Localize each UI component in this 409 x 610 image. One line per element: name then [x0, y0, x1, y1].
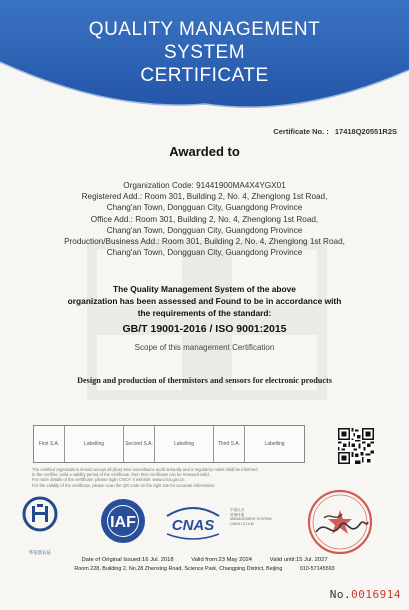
organization-code: Organization Code: 91441900MA4X4YGX01: [123, 181, 286, 190]
header-banner: [0, 0, 409, 112]
cnas-caption-line: CNAS C174-M: [230, 521, 254, 526]
statement-line-1: The Quality Management System of the above: [113, 284, 296, 294]
labelling-name: Second S.A.: [124, 426, 155, 462]
labelling-box: Labelling: [264, 441, 285, 447]
registered-address-1: Registered Add.: Room 301, Building 2, No. 4, Zhenglong 1st Road,: [81, 192, 328, 202]
serial-value: 0016914: [351, 588, 401, 601]
issuer-address-text: Room 228, Building 2, No.28 Zhenxing Road, Science Park, Changping District, Beijing: [74, 566, 283, 572]
production-address-2: Chang'an Town, Dongguan City, Guangdong Province: [106, 248, 303, 258]
fine-print-line: For more details of the certificate, please login CNCA' s website: www.cnca.gov.cn: [32, 477, 185, 483]
statement-line-3: the requirements of the standard:: [137, 308, 272, 318]
title-line-1: QUALITY MANAGEMENT: [88, 19, 321, 40]
fine-print-line: For the validity of the certificate, please scan the QR code on the right site for accurate information.: [32, 482, 216, 488]
certificate-number-value: 17418Q20551R2S: [334, 127, 397, 136]
serial-number: [330, 588, 401, 601]
certifier-logo-icon: [22, 496, 58, 548]
cnas-caption-line: 管理体系: [230, 512, 245, 517]
labelling-group-first: [34, 426, 124, 462]
validity-dates: [0, 557, 409, 563]
title-line-2: SYSTEM: [163, 42, 246, 63]
standard-name: GB/T 19001-2016 / ISO 9001:2015: [122, 323, 287, 335]
fine-print: [32, 467, 384, 488]
labelling-box: Labelling: [155, 426, 214, 462]
certifier-logo-caption: 华信创认证: [28, 550, 52, 555]
certificate-title: [0, 18, 409, 87]
valid-until-date: Valid until:15 Jul. 2027: [269, 557, 328, 563]
qr-code-icon[interactable]: [338, 428, 374, 464]
issuer-phone: 010-57145593: [299, 566, 335, 572]
office-address-2: Chang'an Town, Dongguan City, Guangdong Province: [106, 225, 303, 235]
original-issue-date: Date of Original Issued:16 Jul. 2018: [81, 557, 174, 563]
fine-print-line: The certified organization should accept all (due) time surveillance audit annually and a regulatory notes shall be informed: [32, 467, 258, 472]
official-seal-icon: [306, 488, 374, 556]
labelling-table: [33, 425, 305, 463]
scope-label: Scope of this management Certification: [134, 343, 275, 352]
cnas-text: CNAS: [171, 517, 215, 534]
cnas-caption: [230, 508, 290, 526]
labelling-name: First S.A.: [34, 426, 65, 462]
organization-details: [20, 180, 389, 258]
labelling-box: Labelling: [65, 426, 124, 462]
awarded-to-heading: Awarded to: [169, 144, 240, 159]
statement-line-2: organization has been assessed and Found to be in accordance with: [67, 296, 342, 306]
certificate-number: [273, 127, 397, 136]
cnas-logo-icon: [163, 498, 223, 544]
cnas-caption-line: 中国认可: [230, 508, 245, 512]
valid-from-date: Valid from:23 May 2024: [191, 557, 253, 563]
iaf-logo-icon: [84, 498, 162, 544]
production-address-1: Production/Business Add.: Room 301, Building 2, No. 4, Zhenglong 1st Road,: [64, 237, 345, 247]
assessment-statement: [0, 283, 409, 319]
certificate-number-label: Certificate No. :: [273, 127, 329, 136]
cnas-caption-line: MANAGEMENT SYSTEM: [230, 517, 272, 522]
title-line-3: CERTIFICATE: [140, 65, 269, 86]
serial-prefix: No.: [329, 588, 352, 601]
iaf-text: IAF: [110, 514, 136, 531]
labelling-group-second: [124, 426, 214, 462]
labelling-name: Third S.A.: [214, 426, 245, 462]
registered-address-2: Chang'an Town, Dongguan City, Guangdong Province: [106, 203, 303, 213]
issuer-address: [0, 566, 409, 572]
labelling-group-third: [214, 426, 304, 462]
fine-print-line: to the certifier, valid a validity period of the certificate, then then certificate can be renewed valid.: [32, 472, 210, 478]
office-address-1: Office Add.: Room 301, Building 2, No. 4, Zhenglong 1st Road,: [90, 214, 319, 224]
scope-text: Design and production of thermistors and sensors for electronic products: [77, 376, 332, 385]
